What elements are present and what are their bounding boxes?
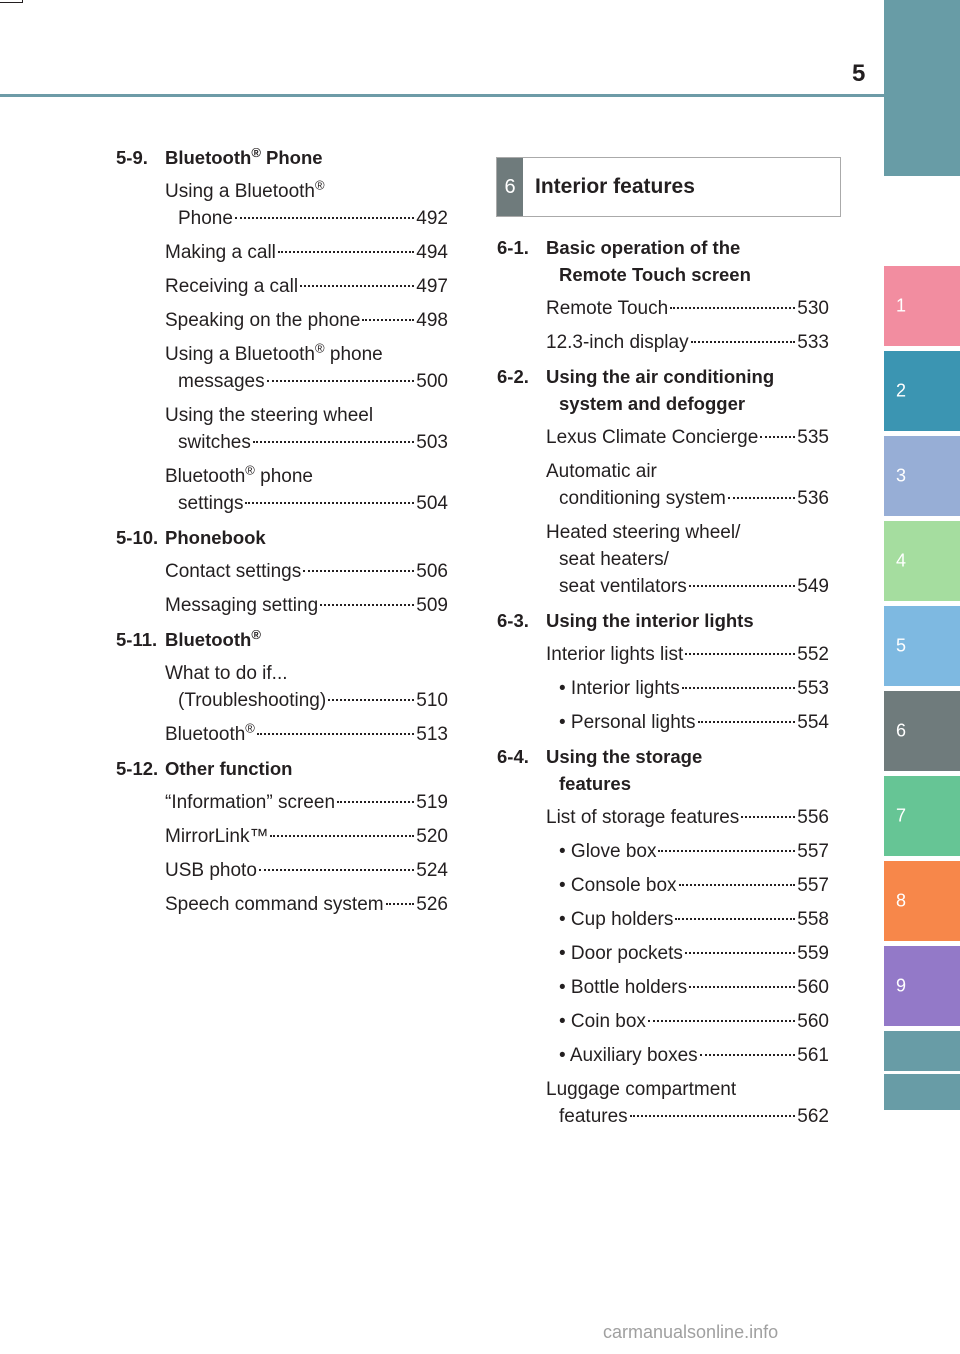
dot-leader [689,986,795,988]
dot-leader [682,687,796,689]
toc-section [116,755,448,782]
entry-title: • Coin box [559,1011,646,1032]
entry-leader-line [546,709,829,736]
section-title: Using the interior lights [546,610,754,631]
entry-title: Speaking on the phone [165,310,361,331]
chapter-tab-label: 6 [896,720,907,741]
dot-leader [386,903,415,905]
entry-title: • Interior lights [559,678,680,699]
chapter-tab[interactable] [884,1031,960,1071]
chapter-tab[interactable] [884,521,960,601]
toc-entry[interactable] [116,273,448,300]
toc-subentry[interactable] [497,974,829,1001]
chapter-tab[interactable] [884,1074,960,1110]
entry-title: (Troubleshooting) [178,690,327,711]
entry-title: Phone [178,208,233,229]
toc-entry[interactable] [116,789,448,816]
chapter-tab-label: 5 [896,635,907,656]
entry-page-number: 510 [416,690,448,711]
entry-page-number: 549 [797,576,829,597]
entry-title: features [559,1106,628,1127]
chapter-tab-label: 2 [896,380,907,401]
entry-page-number: 557 [797,841,829,862]
entry-title: Making a call [165,242,276,263]
entry-title: Lexus Climate Concierge [546,427,759,448]
entry-page-number: 535 [797,427,829,448]
header-rule [0,94,960,97]
entry-text-line: Heated steering wheel/ [546,522,741,543]
toc-section [116,524,448,551]
entry-page-number: 562 [797,1106,829,1127]
entry-leader-line [165,239,448,266]
chapter-tab[interactable] [884,776,960,856]
entry-title: settings [178,493,244,514]
toc-entry[interactable] [497,1076,829,1130]
entry-text-line: Using a Bluetooth® phone [165,340,383,365]
entry-leader-line [165,368,448,395]
entry-page-number: 519 [416,792,448,813]
entry-leader-line [546,838,829,865]
entry-page-number: 558 [797,909,829,930]
entry-title: • Bottle holders [559,977,688,998]
toc-subentry[interactable] [497,906,829,933]
entry-title: Contact settings [165,561,302,582]
entry-leader-line [165,558,448,585]
section-title: Using the storage [546,746,703,767]
toc-entry[interactable] [116,660,448,714]
entry-title: List of storage features [546,807,740,828]
chapter-tab-label: 8 [896,890,907,911]
toc-entry[interactable] [497,804,829,831]
entry-text-line: What to do if... [165,663,288,684]
entry-page-number: 553 [797,678,829,699]
entry-page-number: 513 [416,724,448,745]
entry-title: • Glove box [559,841,657,862]
entry-title: “Information” screen [165,792,336,813]
chapter-title: Interior features [535,175,695,198]
entry-title: Receiving a call [165,276,299,297]
section-title-cont: Remote Touch screen [559,264,751,285]
entry-page-number: 554 [797,712,829,733]
section-title: Basic operation of the [546,237,741,258]
toc-subentry[interactable] [497,872,829,899]
entry-page-number: 556 [797,807,829,828]
entry-leader-line [546,872,829,899]
entry-leader-line [546,641,829,668]
dot-leader [320,604,414,606]
chapter-tab[interactable] [884,606,960,686]
chapter-tab-label: 3 [896,465,907,486]
dot-leader [259,869,414,871]
chapter-tab[interactable] [884,266,960,346]
entry-page-number: 530 [797,298,829,319]
toc-subentry[interactable] [497,838,829,865]
chapter-tab[interactable] [884,691,960,771]
toc-entry[interactable] [116,891,448,918]
dot-leader [679,884,796,886]
dot-leader [328,699,414,701]
entry-page-number: 494 [416,242,448,263]
toc-entry[interactable] [116,463,448,517]
section-title-cont: system and defogger [559,393,746,414]
page-number: 5 [852,60,866,87]
dot-leader [362,319,414,321]
toc-entry[interactable] [116,857,448,884]
dot-leader [691,341,796,343]
entry-title: USB photo [165,860,257,881]
chapter-tab-label: 1 [896,295,907,316]
dot-leader [728,497,795,499]
toc-subentry[interactable] [497,940,829,967]
toc-section [497,234,829,288]
toc-right-column [497,234,829,1130]
toc-section [116,144,448,171]
entry-page-number: 506 [416,561,448,582]
toc-subentry[interactable] [497,675,829,702]
chapter-tab[interactable] [884,436,960,516]
toc-entry[interactable] [497,458,829,512]
entry-page-number: 509 [416,595,448,616]
toc-entry[interactable] [116,558,448,585]
dot-leader [670,307,795,309]
toc-entry[interactable] [116,307,448,334]
dot-leader [648,1020,795,1022]
section-number: 6-1. [497,237,529,258]
section-number: 5-9. [116,147,148,168]
toc-entry[interactable] [116,239,448,266]
entry-title: • Cup holders [559,909,674,930]
entry-title: conditioning system [559,488,726,509]
toc-subentry[interactable] [497,1008,829,1035]
entry-leader-line [546,974,829,1001]
section-number: 6-2. [497,366,529,387]
entry-page-number: 560 [797,977,829,998]
dot-leader [267,380,415,382]
entry-title: 12.3-inch display [546,332,689,353]
dot-leader [700,1054,796,1056]
entry-title: seat ventilators [559,576,687,597]
entry-title: • Personal lights [559,712,696,733]
registered-mark: ® [251,626,261,642]
section-title: Bluetooth® [165,626,261,650]
entry-title: • Console box [559,875,677,896]
section-title: Bluetooth® Phone [165,144,323,168]
section-number: 6-4. [497,746,529,767]
section-title: Phonebook [165,527,266,548]
entry-leader-line [546,1103,829,1130]
registered-mark: ® [245,720,255,736]
entry-page-number: 500 [416,371,448,392]
toc-entry[interactable] [497,519,829,600]
section-title: Other function [165,758,293,779]
entry-page-number: 557 [797,875,829,896]
dot-leader [698,721,796,723]
entry-leader-line [165,429,448,456]
entry-leader-line [165,490,448,517]
dot-leader [658,850,795,852]
entry-page-number: 504 [416,493,448,514]
dot-leader [257,733,414,735]
section-title-cont: features [559,773,631,794]
entry-leader-line [546,804,829,831]
dot-leader [300,285,414,287]
entry-leader-line [546,295,829,322]
crop-mark [0,2,22,3]
entry-title: • Door pockets [559,943,683,964]
entry-page-number: 492 [416,208,448,229]
entry-leader-line [546,1008,829,1035]
entry-leader-line [546,424,829,451]
entry-page-number: 497 [416,276,448,297]
toc-entry[interactable] [116,178,448,232]
registered-mark: ® [315,177,325,193]
section-number: 6-3. [497,610,529,631]
section-number: 5-11. [116,629,158,650]
entry-leader-line [546,940,829,967]
watermark: carmanualsonline.info [603,1322,779,1342]
entry-title: messages [178,371,265,392]
dot-leader [675,918,795,920]
dot-leader [245,502,414,504]
chapter-tab[interactable] [884,0,960,176]
crop-mark [22,0,23,3]
entry-page-number: 533 [797,332,829,353]
entry-leader-line [546,1042,829,1069]
entry-leader-line [165,857,448,884]
chapter-tab-label: 4 [896,550,907,571]
entry-text-line: Using a Bluetooth® [165,177,325,202]
entry-page-number: 526 [416,894,448,915]
section-title: Using the air conditioning [546,366,775,387]
dot-leader [630,1115,796,1117]
toc-entry[interactable] [497,424,829,451]
chapter-tab-label: 9 [896,975,907,996]
registered-mark: ® [315,340,325,356]
chapter-tab[interactable] [884,861,960,941]
chapter-number-badge: 6 [497,158,523,216]
dot-leader [685,653,795,655]
toc-entry[interactable] [497,329,829,356]
dot-leader [278,251,414,253]
registered-mark: ® [245,462,255,478]
toc-section [497,743,829,797]
toc-subentry[interactable] [497,709,829,736]
dot-leader [303,570,414,572]
toc-entry[interactable] [116,592,448,619]
chapter-tab[interactable] [884,351,960,431]
entry-leader-line [546,485,829,512]
dot-leader [760,436,795,438]
chapter-tabs [884,0,960,1354]
entry-title: Interior lights list [546,644,684,665]
entry-leader-line [165,273,448,300]
entry-page-number: 503 [416,432,448,453]
entry-title: Messaging setting [165,595,319,616]
chapter-header [496,157,841,217]
entry-text-line: Automatic air [546,461,657,482]
dot-leader [270,835,414,837]
entry-text-line: Bluetooth® phone [165,462,314,487]
dot-leader [235,217,414,219]
chapter-tab-label: 7 [896,805,907,826]
toc-entry[interactable] [116,721,448,748]
entry-page-number: 520 [416,826,448,847]
entry-leader-line [546,906,829,933]
entry-leader-line [165,823,448,850]
entry-leader-line [165,891,448,918]
toc-subentry[interactable] [497,1042,829,1069]
entry-text-line: seat heaters/ [559,549,669,570]
toc-entry[interactable] [116,341,448,395]
entry-title: Remote Touch [546,298,669,319]
entry-page-number: 559 [797,943,829,964]
dot-leader [689,585,796,587]
dot-leader [685,952,795,954]
entry-page-number: 560 [797,1011,829,1032]
entry-page-number: 498 [416,310,448,331]
dot-leader [741,816,795,818]
toc-section [116,626,448,653]
entry-title: switches [178,432,251,453]
toc-left-column [116,144,448,918]
entry-title: MirrorLink™ [165,826,269,847]
chapter-tab[interactable] [884,946,960,1026]
toc-section [497,607,829,634]
registered-mark: ® [251,144,261,160]
entry-leader-line [546,573,829,600]
entry-text-line: Using the steering wheel [165,405,374,426]
entry-title: Speech command system [165,894,384,915]
section-number: 5-12. [116,758,159,779]
toc-entry[interactable] [116,823,448,850]
entry-leader-line [165,789,448,816]
entry-title: Bluetooth® [165,720,255,745]
dot-leader [253,441,414,443]
entry-page-number: 524 [416,860,448,881]
entry-leader-line [546,675,829,702]
entry-leader-line [165,687,448,714]
entry-leader-line [165,205,448,232]
entry-leader-line [165,721,448,748]
toc-entry[interactable] [497,641,829,668]
entry-page-number: 552 [797,644,829,665]
toc-entry[interactable] [116,402,448,456]
entry-leader-line [546,329,829,356]
entry-page-number: 536 [797,488,829,509]
entry-title: • Auxiliary boxes [559,1045,698,1066]
toc-section [497,363,829,417]
section-number: 5-10. [116,527,159,548]
entry-leader-line [165,307,448,334]
toc-entry[interactable] [497,295,829,322]
dot-leader [337,801,414,803]
entry-leader-line [165,592,448,619]
entry-text-line: Luggage compartment [546,1079,737,1100]
entry-page-number: 561 [797,1045,829,1066]
